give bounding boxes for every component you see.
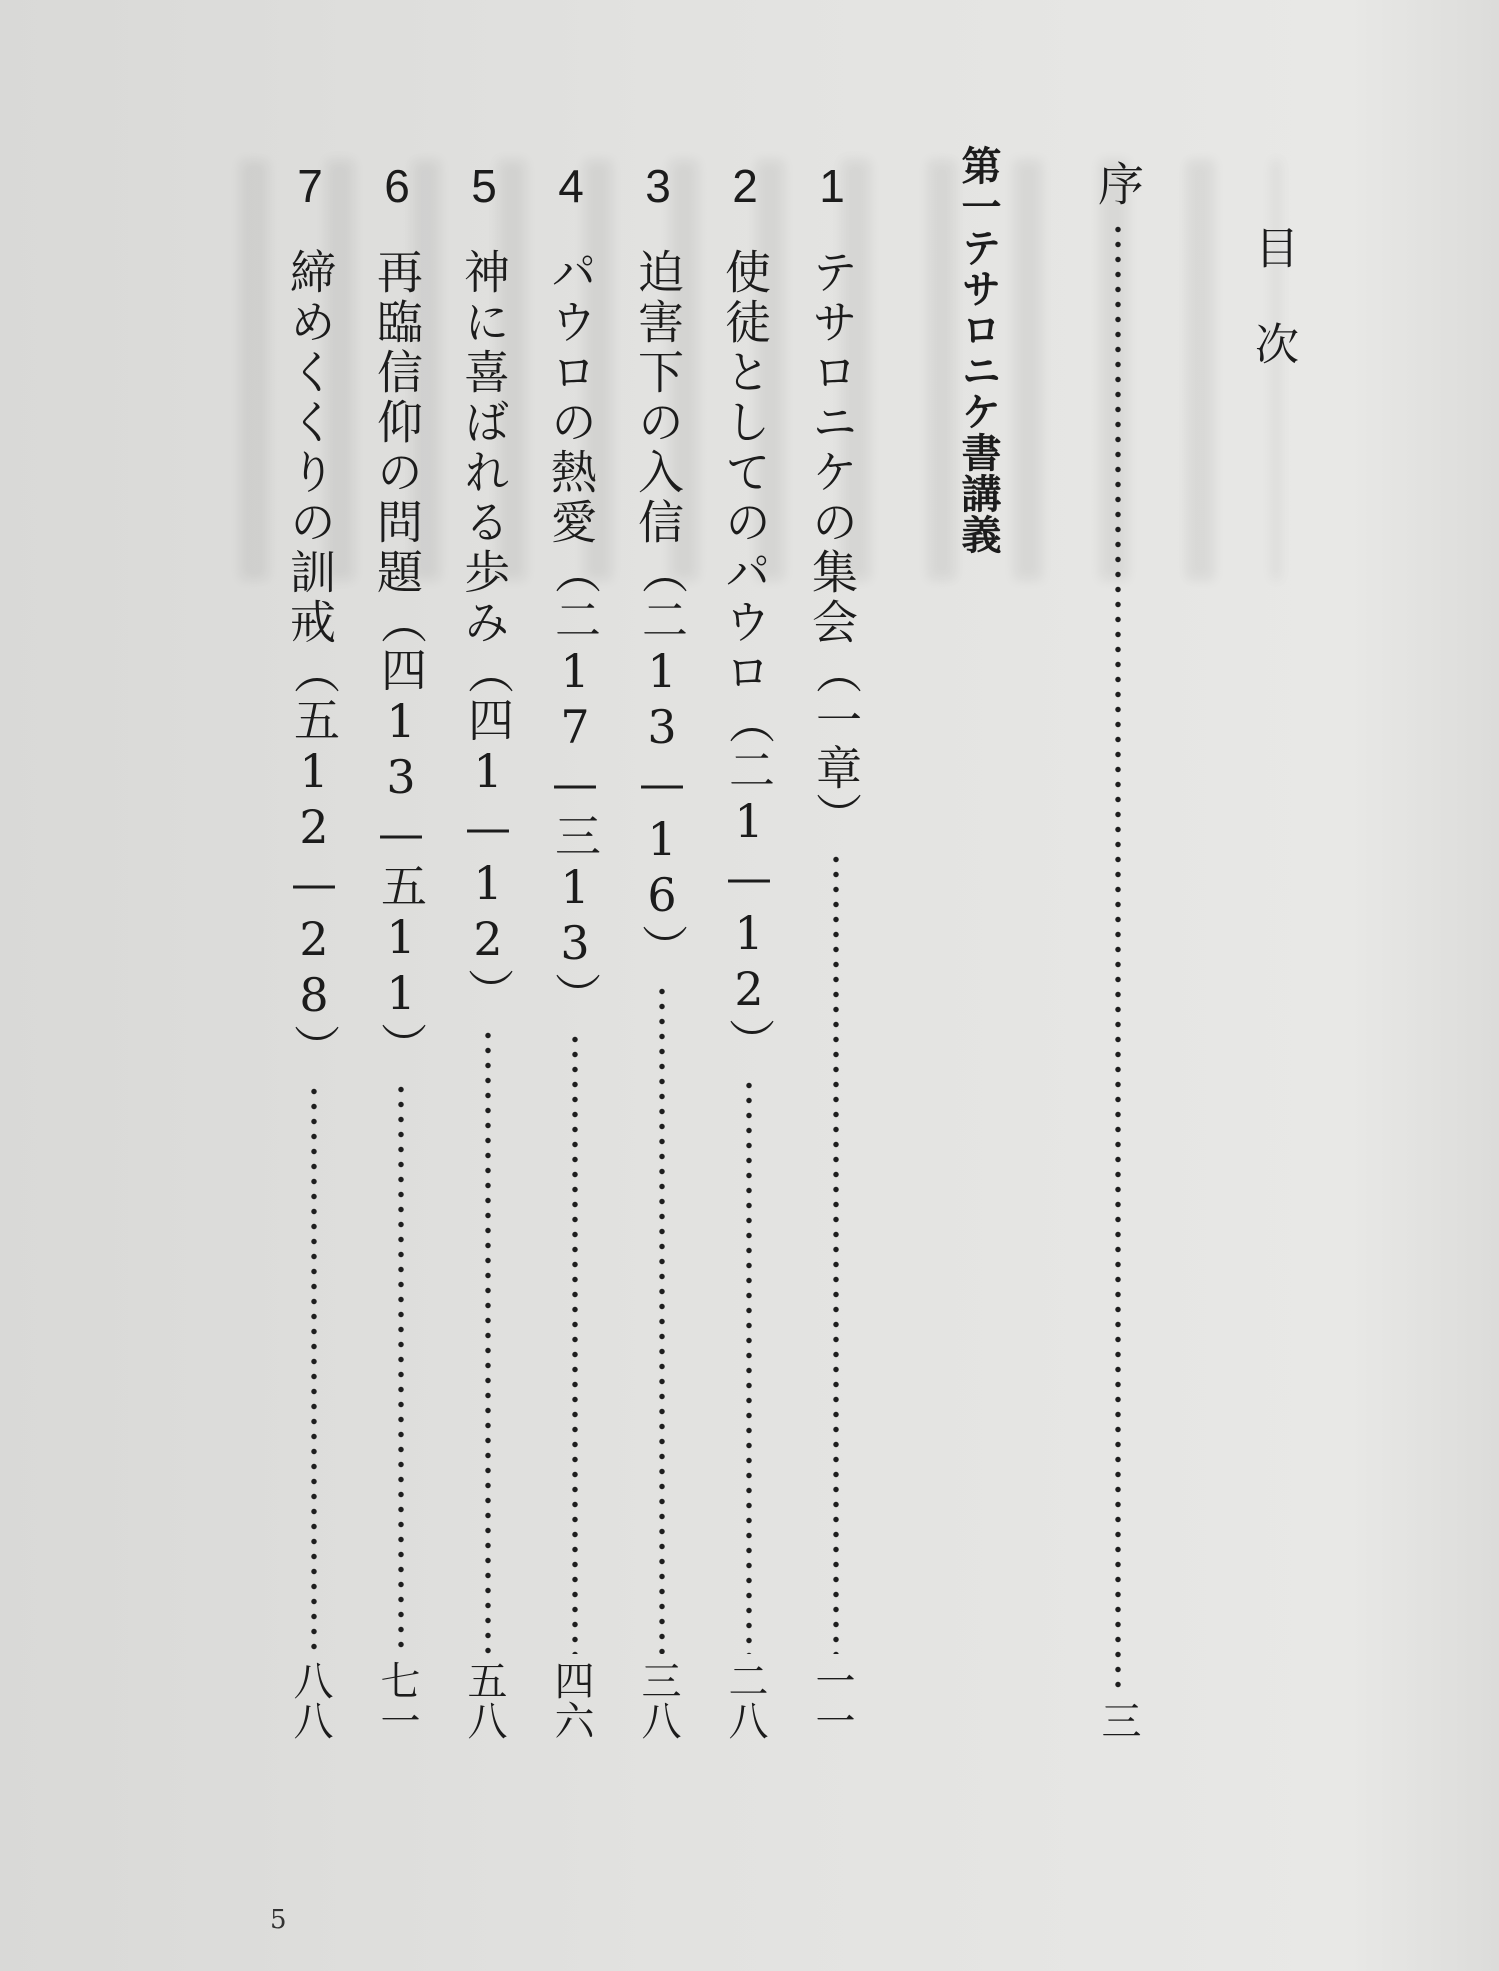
leader-dots (552, 1032, 598, 1654)
chapter-page: 四六 (548, 1660, 594, 1740)
chapter-title: 再臨信仰の問題 (370, 248, 424, 598)
chapter-page: 八八 (287, 1660, 333, 1740)
toc-entry-1 (805, 160, 863, 1740)
chapter-number: 4 (545, 160, 597, 212)
toc-entry-4 (544, 160, 602, 1740)
chapter-reference: （二17—三13） (548, 548, 602, 1020)
chapter-title: パウロの熱愛 (544, 248, 598, 548)
chapter-reference: （五12—28） (287, 648, 341, 1072)
chapter-title: テサロニケの集会 (805, 248, 859, 648)
chapter-number: 3 (632, 160, 684, 212)
chapter-reference: （四13—五11） (374, 598, 428, 1070)
toc-entry-2 (718, 160, 776, 1740)
chapter-page: 一一 (809, 1660, 855, 1740)
chapter-number: 6 (371, 160, 423, 212)
chapter-number: 7 (284, 160, 336, 212)
chapter-title: 神に喜ばれる歩み (457, 248, 511, 648)
chapter-title: 使徒としてのパウロ (718, 248, 772, 698)
leader-dots (291, 1084, 337, 1654)
chapter-reference: （二13—16） (635, 548, 689, 972)
toc-entry-7 (283, 160, 341, 1740)
chapter-title: 迫害下の入信 (631, 248, 685, 548)
chapter-page: 七一 (374, 1660, 420, 1740)
chapter-number: 1 (806, 160, 858, 212)
chapter-page: 五八 (461, 1660, 507, 1740)
leader-dots (465, 1028, 511, 1654)
part-heading: 第一テサロニケ書講義 (955, 145, 1001, 555)
leader-dots (1095, 222, 1141, 1694)
chapter-reference: （二1—12） (722, 698, 776, 1066)
chapter-number: 5 (458, 160, 510, 212)
toc-entry-preface (1091, 160, 1145, 1740)
chapter-number: 2 (719, 160, 771, 212)
leader-dots (639, 984, 685, 1654)
toc-entry-3 (631, 160, 689, 1740)
chapter-page: 二八 (722, 1660, 768, 1740)
leader-dots (813, 852, 859, 1654)
toc-entry-6 (370, 160, 428, 1740)
chapter-reference: （一章） (809, 648, 863, 840)
toc-entry-5 (457, 160, 515, 1740)
page-title: 目次 (1247, 225, 1298, 417)
chapter-title: 締めくくりの訓戒 (283, 248, 337, 648)
entry-title: 序 (1091, 160, 1145, 210)
page-number: 5 (270, 1905, 287, 1935)
chapter-reference: （四1—12） (461, 648, 515, 1016)
leader-dots (378, 1082, 424, 1654)
entry-page: 三 (1095, 1700, 1141, 1740)
leader-dots (726, 1078, 772, 1654)
chapter-page: 三八 (635, 1660, 681, 1740)
